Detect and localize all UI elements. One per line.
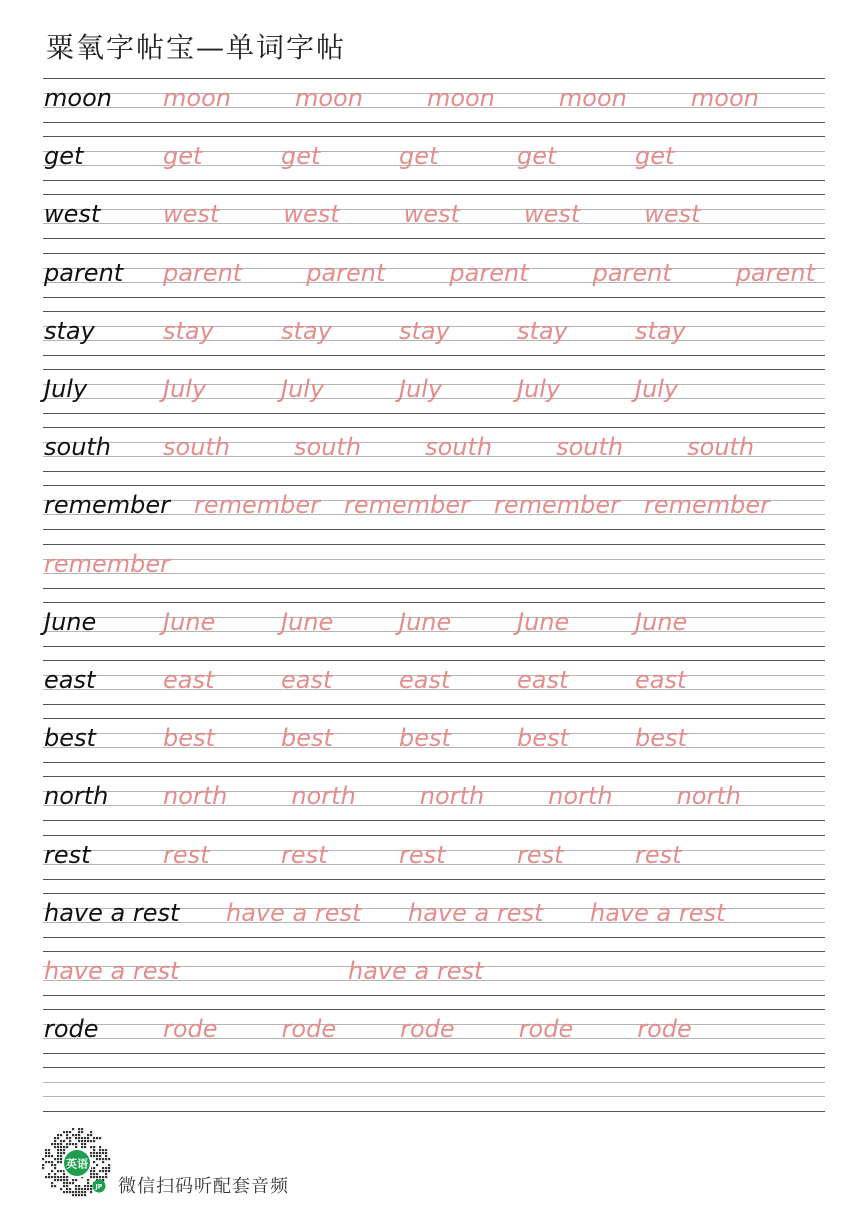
guide-line [43,529,825,530]
trace-word: north [419,782,485,811]
guide-line [43,311,825,312]
model-word: have a rest [44,898,180,927]
trace-word: remember [44,549,171,578]
practice-row [43,544,825,588]
practice-row [43,311,825,355]
trace-word: have a rest [226,898,362,927]
practice-row [43,835,825,879]
model-word: June [44,607,97,636]
trace-word: June [399,607,452,636]
guide-line [43,238,825,239]
practice-row [43,1009,825,1053]
trace-word: June [517,607,570,636]
guide-line [43,355,825,356]
trace-word: south [425,433,493,462]
trace-word: south [163,433,231,462]
guide-line [43,122,825,123]
trace-word: remember [644,491,771,520]
trace-word: west [283,200,340,229]
practice-row [43,893,825,937]
trace-word: get [635,142,675,171]
trace-word: moon [294,84,363,112]
guide-line [43,180,825,181]
guide-line [43,136,825,137]
guide-line [43,776,825,777]
trace-word: have a rest [44,957,180,985]
trace-word: get [163,142,203,171]
guide-line [43,879,825,880]
trace-word: stay [163,316,214,345]
guide-line [43,602,825,603]
model-word: west [44,200,101,229]
guide-line [43,646,825,647]
model-word: July [44,375,88,403]
guide-line [43,78,825,79]
trace-word: stay [517,316,568,345]
guide-line [43,268,825,269]
guide-line [43,937,825,938]
page-title: 粟氧字帖宝—单词字帖 [46,31,347,64]
trace-word: parent [735,258,816,287]
trace-word: rest [163,840,210,869]
trace-word: north [291,782,356,811]
trace-word: have a rest [590,898,726,927]
trace-word: moon [163,84,231,112]
trace-word: June [635,607,688,636]
guide-line [43,369,825,370]
guide-line [43,835,825,836]
model-word: east [44,666,96,694]
qr-badge-sub: JP [95,1183,103,1191]
model-word: moon [44,84,112,112]
trace-word: stay [281,316,332,345]
trace-word: get [399,142,439,171]
guide-line [43,660,825,661]
guide-line [43,1009,825,1010]
trace-word: south [687,433,755,462]
guide-line [43,427,825,428]
trace-word: rode [518,1015,574,1044]
guide-line [43,485,825,486]
trace-word: best [163,724,215,753]
practice-row [43,1067,825,1111]
guide-line [43,1067,825,1068]
trace-word: best [399,724,451,753]
practice-row [43,194,825,238]
guide-line [43,282,825,283]
trace-word: June [281,607,334,636]
guide-line [43,1053,825,1054]
practice-row [43,485,825,529]
trace-word: parent [163,258,243,287]
practice-row [43,136,825,180]
trace-word: rest [399,840,446,869]
trace-word: north [163,782,228,811]
model-word: remember [44,491,171,520]
trace-word: moon [558,84,627,112]
trace-word: rest [517,840,564,869]
trace-word: get [517,142,557,171]
guide-line [43,413,825,414]
trace-word: west [523,200,581,229]
trace-word: rode [163,1015,218,1044]
trace-word: stay [635,316,686,345]
trace-word: June [163,607,216,636]
trace-word: moon [690,84,759,112]
trace-word: get [281,142,321,171]
guide-line [43,194,825,195]
trace-word: east [163,666,215,694]
trace-word: east [635,666,687,694]
guide-line [43,1096,825,1097]
trace-word: east [517,666,569,694]
model-word: stay [44,316,95,345]
guide-line [43,544,825,545]
trace-word: rode [400,1015,455,1044]
trace-word: west [644,200,701,229]
trace-word: west [403,200,460,229]
trace-word: July [163,375,207,403]
trace-word: parent [449,258,529,287]
trace-word: parent [592,258,672,287]
qr-badge-label: 英语 [66,1157,88,1171]
trace-word: south [556,433,624,462]
practice-row [43,776,825,820]
practice-row [43,718,825,762]
guide-line [43,951,825,952]
trace-word: July [281,375,325,403]
trace-word: best [281,724,333,753]
trace-word: north [676,782,741,811]
guide-line [43,297,825,298]
practice-row [43,602,825,646]
trace-word: rode [637,1015,692,1044]
model-word: north [44,782,109,811]
guide-line [43,471,825,472]
guide-line [43,1111,825,1112]
practice-row [43,369,825,413]
practice-row [43,427,825,471]
trace-word: have a rest [408,898,544,927]
trace-word: rest [281,840,328,869]
trace-word: remember [194,491,321,520]
trace-word: north [548,782,613,811]
guide-line [43,762,825,763]
trace-word: parent [306,258,386,287]
qr-code-icon [42,1128,112,1198]
guide-line [43,820,825,821]
qr-caption: 微信扫码听配套音频 [118,1176,289,1197]
guide-line [43,704,825,705]
guide-line [43,1082,825,1083]
model-word: south [44,433,112,462]
trace-word: rode [281,1015,337,1044]
model-word: parent [44,258,124,287]
trace-word: east [281,666,333,694]
model-word: get [44,142,84,171]
trace-word: south [294,433,362,462]
trace-word: best [635,724,687,753]
trace-word: rest [635,840,682,869]
trace-word: moon [426,84,495,112]
practice-row [43,951,825,995]
trace-word: west [163,200,220,229]
practice-row [43,660,825,704]
guide-line [43,893,825,894]
trace-word: east [399,666,451,694]
practice-row [43,78,825,122]
trace-word: July [635,375,679,403]
model-word: rode [44,1015,99,1044]
practice-row [43,253,825,297]
trace-word: best [517,724,569,753]
trace-word: July [517,375,561,403]
guide-line [43,718,825,719]
trace-word: have a rest [348,957,484,985]
trace-word: July [399,375,443,403]
guide-line [43,588,825,589]
model-word: best [44,724,96,753]
guide-line [43,995,825,996]
qr-code[interactable] [42,1128,112,1198]
model-word: rest [44,840,91,869]
trace-word: remember [494,491,621,520]
trace-word: remember [344,491,471,520]
guide-line [43,253,825,254]
trace-word: stay [399,316,450,345]
